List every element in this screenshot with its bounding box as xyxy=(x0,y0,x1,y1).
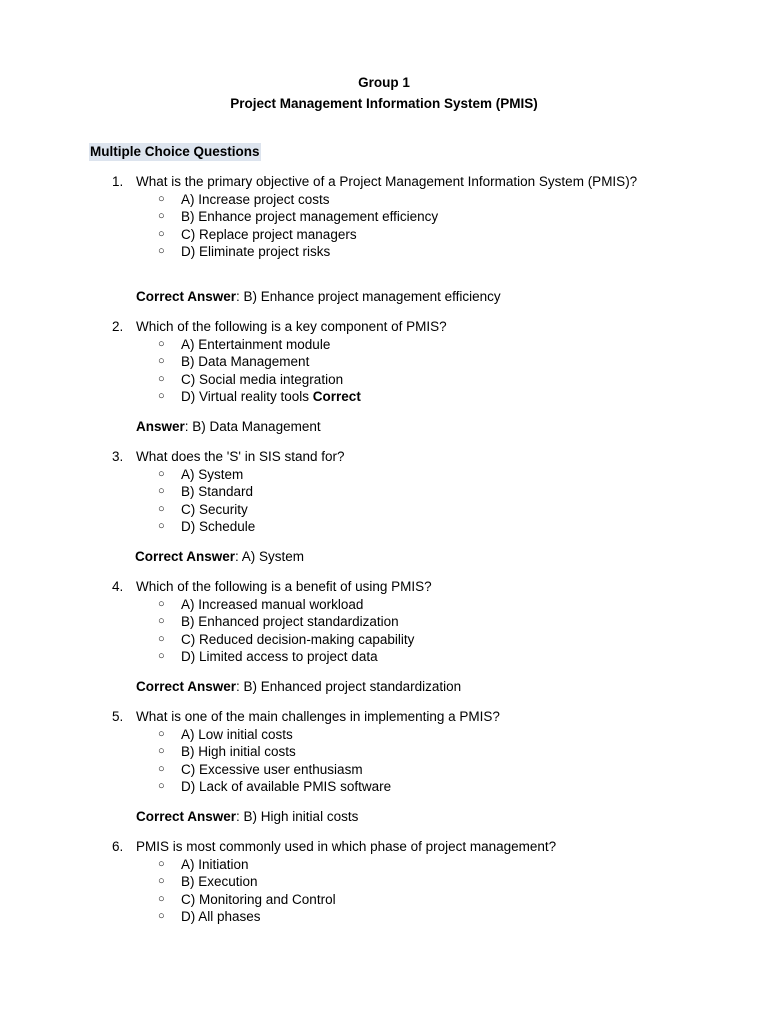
answer-text: : B) Enhance project management efficiency xyxy=(236,289,501,304)
option-item: ○ A) Increase project costs xyxy=(158,191,330,207)
question-text: What does the 'S' in SIS stand for? xyxy=(136,449,345,464)
question-text: Which of the following is a benefit of using PMIS? xyxy=(136,579,432,594)
circle-bullet-icon: ○ xyxy=(158,210,165,222)
answer-text: : A) System xyxy=(235,549,305,564)
option-item: ○ D) Schedule xyxy=(158,519,256,534)
answer-line-5 xyxy=(136,808,358,826)
option-list xyxy=(158,336,672,406)
circle-bullet-icon: ○ xyxy=(158,892,165,905)
answer-text: : B) Enhanced project standardization xyxy=(236,679,462,694)
option-list xyxy=(158,596,672,666)
answer-label: Correct Answer xyxy=(136,679,237,694)
question-text: What is the primary objective of a Project Management Information System (PMIS)? xyxy=(136,174,638,189)
option-item: ○ A) Low initial costs xyxy=(158,726,293,742)
circle-bullet-icon: ○ xyxy=(158,650,165,662)
circle-bullet-icon: ○ xyxy=(158,727,165,740)
question-6 xyxy=(112,838,672,926)
circle-bullet-icon: ○ xyxy=(158,780,165,792)
answer-label: Correct Answer xyxy=(135,549,236,564)
answer-label: Correct Answer xyxy=(136,809,237,824)
circle-bullet-icon: ○ xyxy=(158,372,165,385)
option-item: ○ D) Limited access to project data xyxy=(158,649,378,664)
option-list xyxy=(158,191,672,261)
question-text: Which of the following is a key component of PMIS? xyxy=(136,319,447,334)
circle-bullet-icon: ○ xyxy=(158,910,165,922)
answer-line-4 xyxy=(136,678,461,696)
answer-line-3 xyxy=(135,548,304,566)
option-item: ○ D) Eliminate project risks xyxy=(158,244,331,259)
answer-text: : B) Data Management xyxy=(184,419,321,434)
option-item: ○ B) Execution xyxy=(158,874,258,889)
answer-label: Correct Answer xyxy=(136,289,237,304)
option-item: ○ B) Enhanced project standardization xyxy=(158,614,399,629)
option-list xyxy=(158,466,672,536)
question-number: 2. xyxy=(112,319,124,334)
option-item: ○ B) Enhance project management efficiency xyxy=(158,209,439,224)
question-number: 3. xyxy=(112,449,124,464)
option-item: ○ D) Lack of available PMIS software xyxy=(158,779,392,794)
option-item: ○ D) Virtual reality tools Correct xyxy=(158,389,361,404)
option-item: ○ C) Security xyxy=(158,501,248,517)
circle-bullet-icon: ○ xyxy=(158,390,165,402)
circle-bullet-icon: ○ xyxy=(158,520,165,532)
option-item: ○ C) Excessive user enthusiasm xyxy=(158,761,363,777)
question-number: 6. xyxy=(112,839,124,854)
circle-bullet-icon: ○ xyxy=(158,227,165,240)
question-5 xyxy=(112,708,672,796)
circle-bullet-icon: ○ xyxy=(158,615,165,627)
question-number: 4. xyxy=(112,579,124,594)
option-item: ○ C) Social media integration xyxy=(158,371,344,387)
option-item: ○ D) All phases xyxy=(158,909,261,924)
question-number: 5. xyxy=(112,709,124,724)
circle-bullet-icon: ○ xyxy=(158,355,165,367)
option-item: ○ A) Initiation xyxy=(158,856,249,872)
question-text: What is one of the main challenges in implementing a PMIS? xyxy=(136,709,500,724)
circle-bullet-icon: ○ xyxy=(158,337,165,350)
option-item: ○ A) Increased manual workload xyxy=(158,596,364,612)
option-list xyxy=(158,726,672,796)
circle-bullet-icon: ○ xyxy=(158,502,165,515)
document-title: Project Management Information System (PMIS) xyxy=(230,96,538,111)
circle-bullet-icon: ○ xyxy=(158,245,165,257)
option-item: ○ A) Entertainment module xyxy=(158,336,331,352)
option-item: ○ C) Reduced decision-making capability xyxy=(158,631,415,647)
option-item: ○ B) Standard xyxy=(158,484,254,499)
circle-bullet-icon: ○ xyxy=(158,745,165,757)
answer-label: Answer xyxy=(136,419,185,434)
option-item: ○ B) Data Management xyxy=(158,354,310,369)
circle-bullet-icon: ○ xyxy=(158,857,165,870)
circle-bullet-icon: ○ xyxy=(158,485,165,497)
circle-bullet-icon: ○ xyxy=(158,467,165,480)
option-item: ○ B) High initial costs xyxy=(158,744,296,759)
circle-bullet-icon: ○ xyxy=(158,192,165,205)
option-trailing-bold: Correct xyxy=(312,389,361,404)
section-heading: Multiple Choice Questions xyxy=(90,144,260,159)
option-item: ○ C) Monitoring and Control xyxy=(158,891,336,907)
circle-bullet-icon: ○ xyxy=(158,632,165,645)
answer-line-1 xyxy=(136,288,501,306)
question-number: 1. xyxy=(112,174,124,189)
circle-bullet-icon: ○ xyxy=(158,875,165,887)
option-item: ○ C) Replace project managers xyxy=(158,226,357,242)
group-title: Group 1 xyxy=(358,75,410,90)
option-list xyxy=(158,856,672,926)
circle-bullet-icon: ○ xyxy=(158,762,165,775)
answer-text: : B) High initial costs xyxy=(236,809,359,824)
question-4 xyxy=(112,578,672,666)
question-text: PMIS is most commonly used in which phase of project management? xyxy=(136,839,557,854)
question-2 xyxy=(112,318,672,406)
option-item: ○ A) System xyxy=(158,466,244,482)
question-3 xyxy=(112,448,672,536)
circle-bullet-icon: ○ xyxy=(158,597,165,610)
answer-line-2 xyxy=(136,418,321,436)
question-1 xyxy=(112,173,672,261)
